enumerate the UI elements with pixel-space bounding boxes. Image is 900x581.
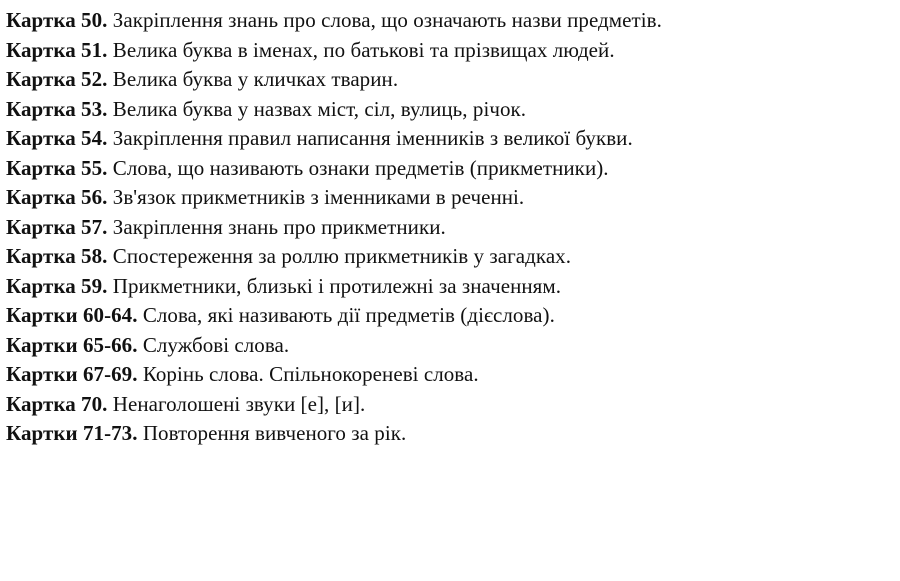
card-title: Закріплення знань про прикметники.: [112, 214, 446, 239]
list-item: [6, 36, 900, 66]
list-item: [6, 213, 900, 243]
card-label: Картка 50.: [6, 8, 108, 32]
document-page: [6, 6, 900, 581]
card-title: Закріплення правил написання іменників з великої букви.: [112, 126, 633, 150]
card-label: Картка 70.: [6, 391, 108, 416]
card-title: Зв'язок прикметників з іменниками в реченні.: [112, 185, 525, 209]
card-label: Картки 67-69.: [6, 362, 138, 386]
card-title: Повторення вивченого за рік.: [142, 421, 407, 445]
list-item: [6, 331, 900, 361]
list-item: [6, 6, 900, 36]
list-item: [6, 390, 900, 420]
card-title: Слова, які називають дії предметів (дієслова).: [142, 303, 555, 327]
card-title: Велика буква у кличках тварин.: [112, 67, 399, 91]
list-item: [6, 419, 900, 449]
card-title: Службові слова.: [142, 332, 290, 357]
card-label: Картки 60-64.: [6, 303, 138, 327]
card-list: [6, 6, 900, 449]
card-title: Велика буква у назвах міст, сіл, вулиць, річок.: [112, 96, 527, 121]
card-title: Закріплення знань про слова, що означають назви предметів.: [112, 8, 662, 32]
list-item: [6, 95, 900, 125]
card-label: Картка 59.: [6, 273, 108, 298]
list-item: [6, 183, 900, 213]
list-item: [6, 124, 900, 154]
card-label: Картки 71-73.: [6, 421, 138, 445]
card-title: Слова, що називають ознаки предметів (прикметники).: [112, 155, 609, 180]
card-label: Картки 65-66.: [6, 332, 138, 357]
card-title: Прикметники, близькі і протилежні за значенням.: [112, 273, 561, 298]
card-label: Картка 58.: [6, 244, 108, 268]
card-label: Картка 57.: [6, 214, 108, 239]
card-label: Картка 53.: [6, 96, 108, 121]
card-title: Велика буква в іменах, по батькові та прізвищах людей.: [112, 37, 615, 62]
list-item: [6, 301, 900, 331]
card-label: Картка 52.: [6, 67, 108, 91]
card-title: Корінь слова. Спільнокореневі слова.: [142, 362, 479, 386]
card-label: Картка 51.: [6, 37, 108, 62]
list-item: [6, 154, 900, 184]
card-title: Ненаголошені звуки [е], [и].: [112, 391, 366, 416]
card-title: Спостереження за роллю прикметників у загадках.: [112, 244, 572, 268]
card-label: Картка 55.: [6, 155, 108, 180]
list-item: [6, 242, 900, 272]
card-label: Картка 54.: [6, 126, 108, 150]
list-item: [6, 272, 900, 302]
list-item: [6, 360, 900, 390]
list-item: [6, 65, 900, 95]
card-label: Картка 56.: [6, 185, 108, 209]
